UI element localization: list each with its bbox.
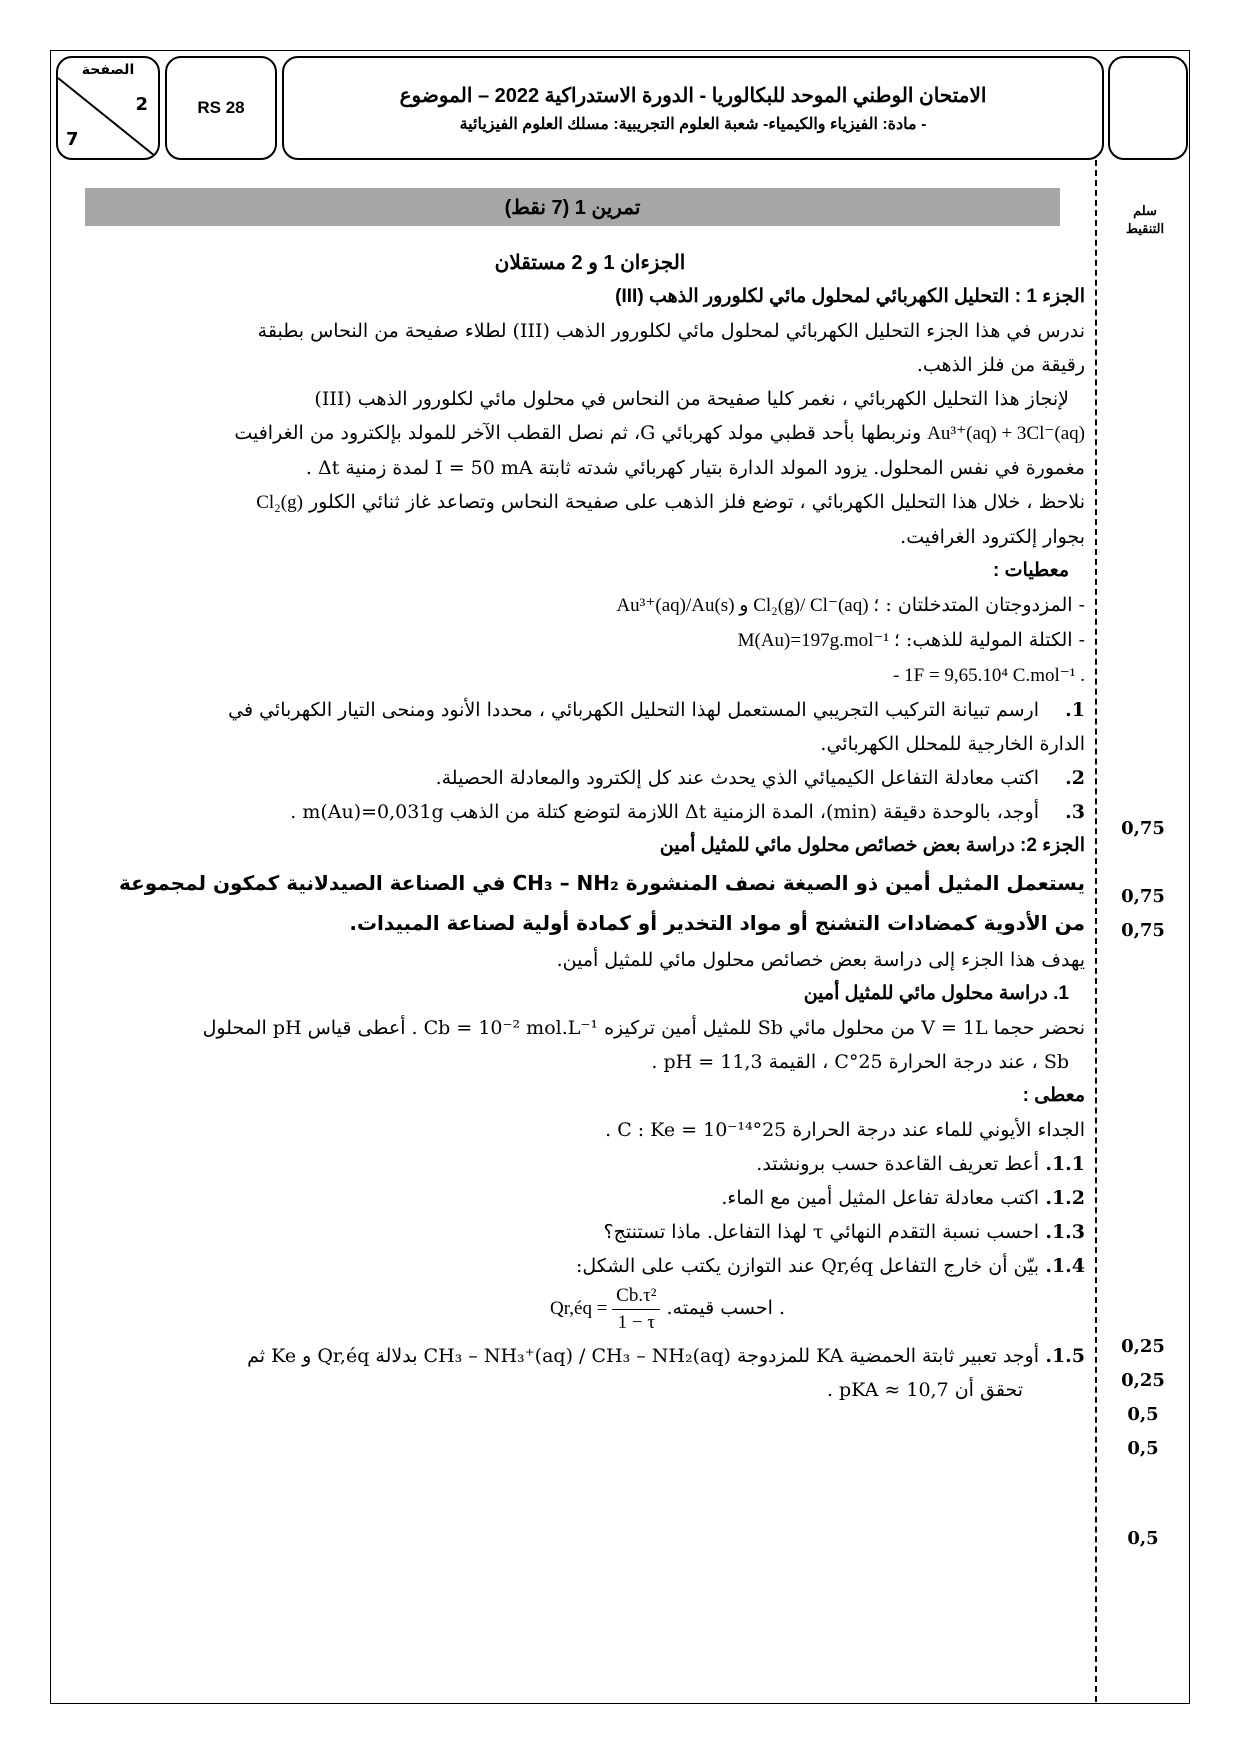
mark-q11: 0,25: [1121, 1336, 1165, 1357]
page-number: 2: [135, 94, 148, 115]
question-1-4-formula: . احسب قيمته. Qr,éq = $\frac{\text{Cb.τ²}}{1 - \tau}$: [549, 1285, 785, 1333]
total-pages: 7: [66, 129, 79, 150]
part2-bold-1: يستعمل المثيل أمين ذو الصيغة نصف المنشورة CH₃ – NH₂ في الصناعة الصيدلانية كمكون لمجموعة: [118, 871, 1085, 895]
q-formula: Qr,éq = $\frac{\text{Cb.τ²}}{1 - \tau}$: [550, 1298, 660, 1319]
question-1-2: 1.2.اكتب معادلة تفاعل المثيل أمين مع الماء.: [721, 1187, 1085, 1209]
part1-para3: Au³⁺(aq) + 3Cl⁻(aq) ونربطها بأحد قطبي مولد كهربائي G، ثم نصل القطب الآخر للمولد بإلكترود من الغرافيت: [234, 422, 1085, 444]
mark-q14: 0,5: [1127, 1438, 1159, 1459]
mark-q15: 0,5: [1127, 1528, 1159, 1549]
exam-subject: - مادة: الفيزياء والكيمياء- شعبة العلوم التجريبية: مسلك العلوم الفيزيائية: [459, 115, 927, 133]
scale-heading: سلم التنقيط: [1125, 203, 1165, 236]
mark-q12: 0,25: [1121, 1370, 1165, 1391]
page-number-box: [56, 56, 160, 160]
part1-para2: لإنجاز هذا التحليل الكهربائي ، نغمر كليا صفيحة من النحاس في محلول مائي لكلورور الذهب (III): [314, 388, 1069, 410]
part1-title: الجزء 1 : التحليل الكهربائي لمحلول مائي لكلورور الذهب (III): [615, 286, 1085, 307]
mark-q3: 0,75: [1121, 920, 1165, 941]
part1-para6: بجوار إلكترود الغرافيت.: [900, 526, 1085, 548]
question-1: 1.ارسم تبيانة التركيب التجريبي المستعمل لهذا التحليل الكهربائي ، محددا الأنود ومنحى التيار الكهربائي في: [228, 699, 1085, 721]
part2-title: الجزء 2: دراسة بعض خصائص محلول مائي للمثيل أمين: [659, 835, 1085, 856]
part2-stmt1: نحضر حجما V = 1L من محلول مائي Sb للمثيل أمين تركيزه Cb = 10⁻² mol.L⁻¹ . أعطى قياس pH المحلول: [202, 1017, 1085, 1039]
question-1-1: 1.1.أعط تعريف القاعدة حسب برونشتد.: [756, 1153, 1085, 1175]
data-faraday: - 1F = 9,65.10⁴ C.mol⁻¹ .: [893, 665, 1085, 686]
question-3: 3.أوجد، بالوحدة دقيقة (min)، المدة الزمنية Δt اللازمة لتوضع كتلة من الذهب m(Au)=0,031g .: [290, 801, 1085, 823]
part2-intro: يهدف هذا الجزء إلى دراسة بعض خصائص محلول مائي للمثيل أمين.: [556, 949, 1085, 971]
page-label: الصفحة: [81, 62, 135, 78]
subsection-1: 1. دراسة محلول مائي للمثيل أمين: [803, 983, 1069, 1004]
part1-para4: مغمورة في نفس المحلول. يزود المولد الدارة بتيار كهربائي شدته ثابتة I = 50 mA لمدة زمنية Δt .: [305, 457, 1085, 479]
question-1-5b: تحقق أن pKA ≈ 10,7 .: [826, 1379, 1023, 1401]
part1-para1: ندرس في هذا الجزء التحليل الكهربائي لمحلول مائي لكلورور الذهب (III) لطلاء صفيحة من النحاس بطبقة: [257, 320, 1085, 342]
reactants-formula: Au³⁺(aq) + 3Cl⁻(aq): [927, 423, 1085, 444]
chlorine-formula: Cl₂(g): [256, 492, 303, 513]
exam-title: الامتحان الوطني الموحد للبكالوريا - الدورة الاستدراكية 2022 – الموضوع: [399, 84, 987, 107]
scale-divider: [1095, 160, 1097, 1702]
question-1-5: 1.5.أوجد تعبير ثابتة الحمضية KA للمزدوجة CH₃ – NH₃⁺(aq) / CH₃ – NH₂(aq) بدلالة Qr,éq و Ke ثم: [247, 1345, 1085, 1367]
part1-para5: نلاحظ ، خلال هذا التحليل الكهربائي ، توضع فلز الذهب على صفيحة النحاس وتصاعد غاز ثنائي الكلور Cl₂(g): [256, 491, 1085, 513]
exam-title-box: [282, 56, 1104, 160]
given-title: معطى :: [1022, 1085, 1085, 1106]
empty-header-box: [1108, 56, 1188, 160]
part1-para1b: رقيقة من فلز الذهب.: [916, 354, 1085, 376]
question-2: 2.اكتب معادلة التفاعل الكيميائي الذي يحدث عند كل إلكترود والمعادلة الحصيلة.: [435, 767, 1085, 789]
independence-note: الجزءان 1 و 2 مستقلان: [494, 252, 686, 274]
exercise-banner: تمرين 1 (7 نقط): [85, 188, 1060, 226]
mark-q2: 0,75: [1121, 886, 1165, 907]
data-molar-mass: - الكتلة المولية للذهب: M(Au)=197g.mol⁻¹ ؛: [737, 629, 1085, 651]
part2-bold-2: من الأدوية كمضادات التشنج أو مواد التخدير أو كمادة أولية لصناعة المبيدات.: [349, 911, 1085, 935]
mark-q13: 0,5: [1127, 1404, 1159, 1425]
data-title: معطيات :: [993, 560, 1069, 581]
exam-code: RS 28: [165, 56, 277, 160]
question-1-4: 1.4.بيّن أن خارج التفاعل Qr,éq عند التوازن يكتب على الشكل:: [575, 1255, 1085, 1277]
mark-q1: 0,75: [1121, 818, 1165, 839]
given-ke: الجداء الأيوني للماء عند درجة الحرارة 25°C : Ke = 10⁻¹⁴ .: [605, 1119, 1085, 1141]
question-1b: الدارة الخارجية للمحلل الكهربائي.: [820, 733, 1085, 755]
question-1-3: 1.3.احسب نسبة التقدم النهائي τ لهذا التفاعل. ماذا تستنتج؟: [603, 1221, 1085, 1243]
exercise-content: [95, 246, 1085, 1407]
part2-stmt2: Sb ، عند درجة الحرارة 25°C ، القيمة pH = 11,3 .: [651, 1051, 1069, 1073]
data-couples: - المزدوجتان المتدخلتان : Au³⁺(aq)/Au(s) و Cl₂(g)/ Cl⁻(aq) ؛: [616, 594, 1085, 616]
